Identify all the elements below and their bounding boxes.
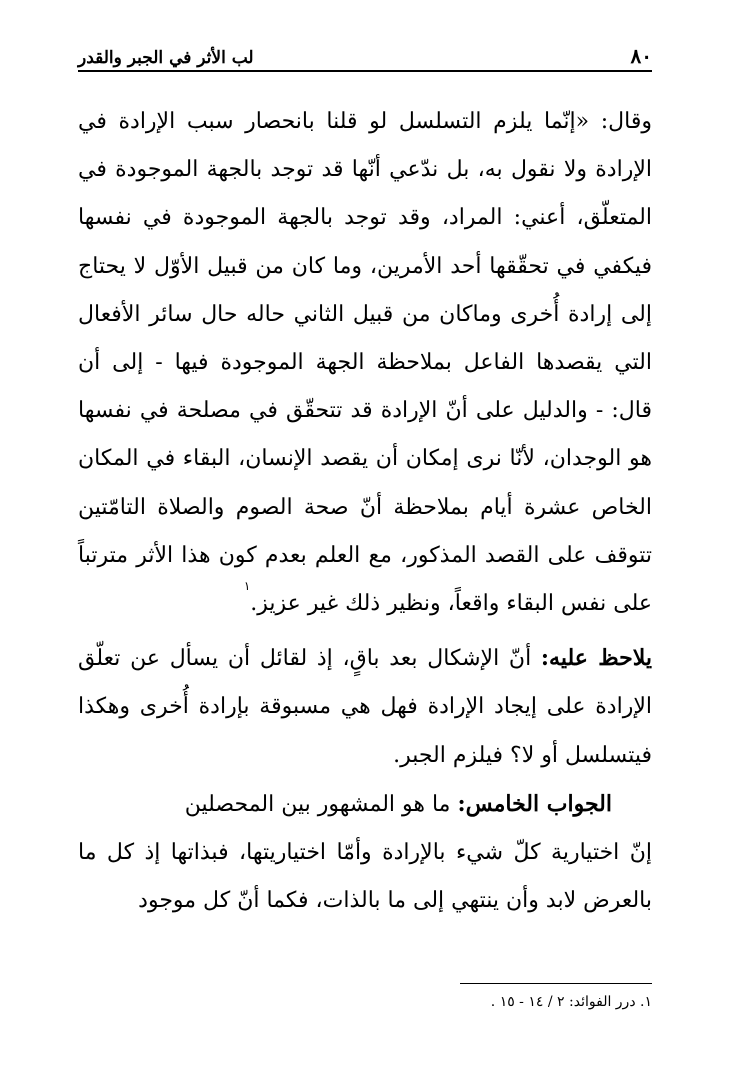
remark-text: أنّ الإشكال بعد باقٍ، إذ لقائل أن يسأل عن تعلّق الإرادة على إيجاد الإرادة فهل هي مسبوقة بإرادة أُخرى وهكذا فيتسلسل أو لا؟ فيلزم الجبر. xyxy=(78,646,652,768)
quoted-passage xyxy=(78,98,652,628)
page-number: ٨٠ xyxy=(630,44,652,68)
remark-label: يلاحظ عليه: xyxy=(540,645,652,672)
footnote: ١. درر الفوائد: ٢ / ١٤ - ١٥ . xyxy=(490,994,652,1010)
running-title: لب الأثر في الجبر والقدر xyxy=(78,48,254,68)
answer-heading xyxy=(78,780,652,829)
page-header xyxy=(78,38,652,72)
main-text xyxy=(78,98,652,925)
footnote-separator xyxy=(460,983,652,984)
answer-text: ما هو المشهور بين المحصلين xyxy=(184,791,458,817)
final-paragraph: إنّ اختيارية كلّ شيء بالإرادة وأمّا اختياريتها، فبذاتها إذ كل ما بالعرض لابد وأن ينتهي إلى ما بالذات، فكما أنّ كل موجود xyxy=(78,840,652,914)
footnote-marker: ١ xyxy=(243,579,251,594)
remark-paragraph xyxy=(78,634,652,780)
answer-label: الجواب الخامس: xyxy=(457,790,612,817)
quote-text: وقال: «إنّما يلزم التسلسل لو قلنا بانحصار سبب الإرادة في الإرادة ولا نقول به، بل ندّعي أنّها قد توجد بالجهة الموجودة في المتعلّق، أعني: المراد، وقد توجد بالجهة الموجودة في نفسها فيكفي في تحقّقها أحد الأمرين، وما كان من قبيل الأوّل لا يحتاج إلى إرادة أُخرى وماكان من قبيل الثاني حاله حال سائر الأفعال التي يقصدها الفاعل بملاحظة الجهة الموجودة فيها - إلى أن قال: - والدليل على أنّ الإرادة قد تتحقّق في مصلحة في نفسها هو الوجدان، لأنّا نرى إمكان أن يقصد الإنسان، البقاء في المكان الخاص عشرة أيام بملاحظة أنّ صحة الصوم والصلاة التامّتين تتوقف على القصد المذكور، مع العلم بعدم كون هذا الأثر مترتباً على نفس البقاء واقعاً، ونظير ذلك غير عزيز. xyxy=(78,109,652,617)
